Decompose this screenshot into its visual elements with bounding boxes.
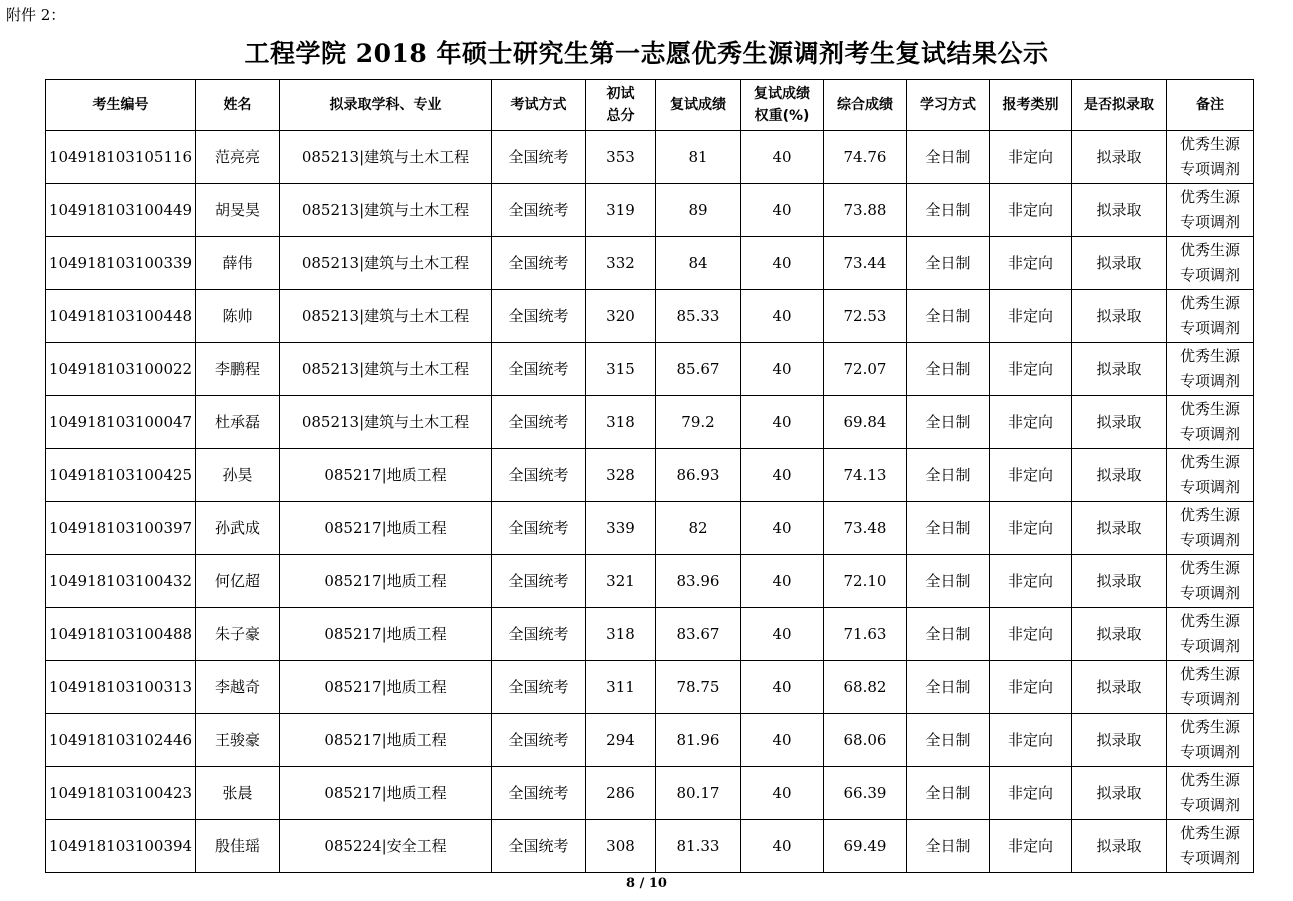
cell-retest-weight: 40 [741, 661, 824, 714]
cell-remark-line1: 优秀生源 [1179, 347, 1240, 365]
cell-major: 085213|建筑与土木工程 [280, 184, 492, 237]
cell-retest-score: 84 [656, 237, 741, 290]
cell-remark-line1: 优秀生源 [1179, 506, 1240, 524]
cell-retest-weight: 40 [741, 714, 824, 767]
cell-initial-total: 315 [586, 343, 656, 396]
cell-apply-type: 非定向 [990, 608, 1072, 661]
header-candidate-id: 考生编号 [46, 80, 196, 131]
cell-major: 085217|地质工程 [280, 767, 492, 820]
header-study-mode: 学习方式 [907, 80, 990, 131]
cell-remark-line2: 专项调剂 [1179, 213, 1240, 231]
cell-candidate-id: 104918103100022 [46, 343, 196, 396]
cell-admit: 拟录取 [1072, 502, 1167, 555]
cell-admit: 拟录取 [1072, 290, 1167, 343]
cell-major: 085217|地质工程 [280, 714, 492, 767]
cell-admit: 拟录取 [1072, 608, 1167, 661]
table-row [46, 502, 1254, 555]
cell-initial-total: 311 [586, 661, 656, 714]
cell-study-mode: 全日制 [907, 184, 990, 237]
cell-candidate-id: 104918103100313 [46, 661, 196, 714]
cell-candidate-id: 104918103100448 [46, 290, 196, 343]
cell-remark-line1: 优秀生源 [1179, 294, 1240, 312]
cell-remark-line2: 专项调剂 [1179, 796, 1240, 814]
cell-remark-line2: 专项调剂 [1179, 425, 1240, 443]
cell-study-mode: 全日制 [907, 290, 990, 343]
table-row [46, 608, 1254, 661]
cell-remark-line2: 专项调剂 [1179, 319, 1240, 337]
cell-composite-score: 72.10 [824, 555, 907, 608]
cell-remark [1167, 396, 1254, 449]
cell-remark-line2: 专项调剂 [1179, 372, 1240, 390]
cell-remark-line1: 优秀生源 [1179, 771, 1240, 789]
cell-initial-total: 319 [586, 184, 656, 237]
cell-exam-type: 全国统考 [492, 237, 586, 290]
cell-retest-score: 81.33 [656, 820, 741, 873]
cell-composite-score: 69.49 [824, 820, 907, 873]
cell-initial-total: 339 [586, 502, 656, 555]
header-name: 姓名 [196, 80, 280, 131]
cell-remark-line1: 优秀生源 [1179, 400, 1240, 418]
cell-remark-line2: 专项调剂 [1179, 160, 1240, 178]
cell-study-mode: 全日制 [907, 555, 990, 608]
results-table [45, 79, 1254, 873]
cell-remark-line2: 专项调剂 [1179, 531, 1240, 549]
cell-apply-type: 非定向 [990, 502, 1072, 555]
cell-apply-type: 非定向 [990, 555, 1072, 608]
cell-retest-score: 85.67 [656, 343, 741, 396]
cell-name: 陈帅 [196, 290, 280, 343]
cell-name: 胡旻昊 [196, 184, 280, 237]
cell-study-mode: 全日制 [907, 714, 990, 767]
cell-remark [1167, 608, 1254, 661]
cell-retest-score: 85.33 [656, 290, 741, 343]
cell-candidate-id: 104918103100394 [46, 820, 196, 873]
cell-study-mode: 全日制 [907, 396, 990, 449]
cell-retest-weight: 40 [741, 290, 824, 343]
cell-admit: 拟录取 [1072, 714, 1167, 767]
header-retest-weight [741, 80, 824, 131]
header-retest-weight-line1: 复试成绩 [754, 86, 810, 102]
header-retest-score: 复试成绩 [656, 80, 741, 131]
cell-initial-total: 332 [586, 237, 656, 290]
cell-study-mode: 全日制 [907, 343, 990, 396]
cell-remark-line1: 优秀生源 [1179, 612, 1240, 630]
cell-composite-score: 66.39 [824, 767, 907, 820]
cell-candidate-id: 104918103102446 [46, 714, 196, 767]
cell-apply-type: 非定向 [990, 290, 1072, 343]
cell-retest-score: 82 [656, 502, 741, 555]
cell-remark-line2: 专项调剂 [1179, 849, 1240, 867]
cell-retest-weight: 40 [741, 820, 824, 873]
cell-apply-type: 非定向 [990, 661, 1072, 714]
cell-retest-weight: 40 [741, 131, 824, 184]
cell-initial-total: 294 [586, 714, 656, 767]
cell-major: 085213|建筑与土木工程 [280, 396, 492, 449]
cell-candidate-id: 104918103100449 [46, 184, 196, 237]
cell-composite-score: 68.82 [824, 661, 907, 714]
cell-name: 殷佳瑶 [196, 820, 280, 873]
header-row [46, 80, 1254, 131]
table-row [46, 131, 1254, 184]
cell-admit: 拟录取 [1072, 396, 1167, 449]
cell-composite-score: 68.06 [824, 714, 907, 767]
cell-admit: 拟录取 [1072, 555, 1167, 608]
cell-exam-type: 全国统考 [492, 449, 586, 502]
cell-name: 薛伟 [196, 237, 280, 290]
cell-retest-weight: 40 [741, 608, 824, 661]
cell-name: 何亿超 [196, 555, 280, 608]
cell-remark-line1: 优秀生源 [1179, 241, 1240, 259]
cell-initial-total: 321 [586, 555, 656, 608]
cell-remark [1167, 502, 1254, 555]
cell-remark-line2: 专项调剂 [1179, 478, 1240, 496]
cell-major: 085213|建筑与土木工程 [280, 343, 492, 396]
table-row [46, 714, 1254, 767]
cell-admit: 拟录取 [1072, 184, 1167, 237]
cell-composite-score: 72.53 [824, 290, 907, 343]
cell-remark-line2: 专项调剂 [1179, 266, 1240, 284]
cell-exam-type: 全国统考 [492, 820, 586, 873]
cell-retest-weight: 40 [741, 396, 824, 449]
cell-study-mode: 全日制 [907, 131, 990, 184]
cell-candidate-id: 104918103100397 [46, 502, 196, 555]
cell-name: 张晨 [196, 767, 280, 820]
cell-initial-total: 320 [586, 290, 656, 343]
cell-remark-line2: 专项调剂 [1179, 690, 1240, 708]
cell-name: 李越奇 [196, 661, 280, 714]
header-remark: 备注 [1167, 80, 1254, 131]
cell-remark [1167, 184, 1254, 237]
table-row [46, 396, 1254, 449]
cell-remark [1167, 343, 1254, 396]
cell-exam-type: 全国统考 [492, 131, 586, 184]
cell-retest-score: 86.93 [656, 449, 741, 502]
cell-remark [1167, 449, 1254, 502]
cell-initial-total: 318 [586, 396, 656, 449]
cell-retest-score: 83.67 [656, 608, 741, 661]
cell-retest-weight: 40 [741, 502, 824, 555]
cell-retest-score: 81 [656, 131, 741, 184]
cell-study-mode: 全日制 [907, 608, 990, 661]
cell-name: 范亮亮 [196, 131, 280, 184]
cell-remark-line1: 优秀生源 [1179, 188, 1240, 206]
cell-candidate-id: 104918103105116 [46, 131, 196, 184]
cell-admit: 拟录取 [1072, 343, 1167, 396]
cell-remark-line1: 优秀生源 [1179, 665, 1240, 683]
cell-major: 085217|地质工程 [280, 502, 492, 555]
cell-study-mode: 全日制 [907, 767, 990, 820]
page-title: 工程学院 2018 年硕士研究生第一志愿优秀生源调剂考生复试结果公示 [244, 39, 1049, 68]
cell-composite-score: 74.13 [824, 449, 907, 502]
cell-initial-total: 308 [586, 820, 656, 873]
cell-remark [1167, 290, 1254, 343]
cell-apply-type: 非定向 [990, 767, 1072, 820]
cell-composite-score: 73.48 [824, 502, 907, 555]
table-row [46, 449, 1254, 502]
header-initial-total [586, 80, 656, 131]
cell-remark-line1: 优秀生源 [1179, 135, 1240, 153]
cell-remark-line1: 优秀生源 [1179, 453, 1240, 471]
cell-composite-score: 73.44 [824, 237, 907, 290]
cell-admit: 拟录取 [1072, 767, 1167, 820]
table-row [46, 237, 1254, 290]
cell-apply-type: 非定向 [990, 714, 1072, 767]
cell-retest-weight: 40 [741, 343, 824, 396]
cell-apply-type: 非定向 [990, 396, 1072, 449]
table-row [46, 343, 1254, 396]
cell-name: 王骏豪 [196, 714, 280, 767]
cell-initial-total: 353 [586, 131, 656, 184]
cell-composite-score: 74.76 [824, 131, 907, 184]
cell-apply-type: 非定向 [990, 237, 1072, 290]
cell-remark-line2: 专项调剂 [1179, 637, 1240, 655]
cell-major: 085217|地质工程 [280, 661, 492, 714]
cell-major: 085213|建筑与土木工程 [280, 131, 492, 184]
cell-initial-total: 318 [586, 608, 656, 661]
cell-admit: 拟录取 [1072, 131, 1167, 184]
cell-composite-score: 69.84 [824, 396, 907, 449]
header-exam-type: 考试方式 [492, 80, 586, 131]
cell-admit: 拟录取 [1072, 449, 1167, 502]
cell-study-mode: 全日制 [907, 502, 990, 555]
cell-remark-line1: 优秀生源 [1179, 824, 1240, 842]
cell-remark-line1: 优秀生源 [1179, 718, 1240, 736]
cell-remark [1167, 820, 1254, 873]
cell-exam-type: 全国统考 [492, 767, 586, 820]
cell-admit: 拟录取 [1072, 237, 1167, 290]
cell-major: 085213|建筑与土木工程 [280, 237, 492, 290]
cell-exam-type: 全国统考 [492, 290, 586, 343]
cell-name: 朱子豪 [196, 608, 280, 661]
cell-remark [1167, 131, 1254, 184]
cell-study-mode: 全日制 [907, 820, 990, 873]
cell-exam-type: 全国统考 [492, 396, 586, 449]
cell-exam-type: 全国统考 [492, 608, 586, 661]
cell-admit: 拟录取 [1072, 820, 1167, 873]
attachment-label: 附件 2： [6, 6, 66, 24]
cell-exam-type: 全国统考 [492, 555, 586, 608]
header-composite-score: 综合成绩 [824, 80, 907, 131]
header-initial-total-line2: 总分 [606, 108, 635, 124]
cell-retest-score: 79.2 [656, 396, 741, 449]
cell-apply-type: 非定向 [990, 820, 1072, 873]
table-row [46, 555, 1254, 608]
cell-remark [1167, 237, 1254, 290]
cell-retest-weight: 40 [741, 449, 824, 502]
table-row [46, 184, 1254, 237]
cell-initial-total: 286 [586, 767, 656, 820]
cell-retest-weight: 40 [741, 555, 824, 608]
cell-initial-total: 328 [586, 449, 656, 502]
cell-study-mode: 全日制 [907, 661, 990, 714]
cell-name: 孙武成 [196, 502, 280, 555]
cell-candidate-id: 104918103100047 [46, 396, 196, 449]
cell-name: 孙昊 [196, 449, 280, 502]
header-initial-total-line1: 初试 [606, 86, 635, 102]
cell-retest-weight: 40 [741, 237, 824, 290]
cell-retest-score: 80.17 [656, 767, 741, 820]
cell-composite-score: 71.63 [824, 608, 907, 661]
cell-composite-score: 72.07 [824, 343, 907, 396]
cell-remark-line2: 专项调剂 [1179, 743, 1240, 761]
cell-remark [1167, 714, 1254, 767]
cell-apply-type: 非定向 [990, 131, 1072, 184]
cell-candidate-id: 104918103100432 [46, 555, 196, 608]
cell-major: 085217|地质工程 [280, 449, 492, 502]
cell-remark-line1: 优秀生源 [1179, 559, 1240, 577]
cell-retest-score: 89 [656, 184, 741, 237]
page-indicator: 8 / 10 [626, 876, 667, 891]
table-row [46, 767, 1254, 820]
cell-study-mode: 全日制 [907, 237, 990, 290]
cell-remark [1167, 555, 1254, 608]
cell-remark-line2: 专项调剂 [1179, 584, 1240, 602]
cell-admit: 拟录取 [1072, 661, 1167, 714]
cell-name: 李鹏程 [196, 343, 280, 396]
cell-candidate-id: 104918103100488 [46, 608, 196, 661]
cell-candidate-id: 104918103100339 [46, 237, 196, 290]
cell-remark [1167, 767, 1254, 820]
cell-apply-type: 非定向 [990, 184, 1072, 237]
cell-exam-type: 全国统考 [492, 502, 586, 555]
cell-retest-score: 78.75 [656, 661, 741, 714]
cell-major: 085224|安全工程 [280, 820, 492, 873]
cell-retest-weight: 40 [741, 767, 824, 820]
cell-exam-type: 全国统考 [492, 184, 586, 237]
cell-retest-score: 83.96 [656, 555, 741, 608]
header-apply-type: 报考类别 [990, 80, 1072, 131]
cell-exam-type: 全国统考 [492, 661, 586, 714]
cell-candidate-id: 104918103100423 [46, 767, 196, 820]
cell-remark [1167, 661, 1254, 714]
cell-apply-type: 非定向 [990, 343, 1072, 396]
header-major: 拟录取学科、专业 [280, 80, 492, 131]
cell-major: 085217|地质工程 [280, 608, 492, 661]
cell-name: 杜承磊 [196, 396, 280, 449]
cell-retest-weight: 40 [741, 184, 824, 237]
cell-composite-score: 73.88 [824, 184, 907, 237]
header-retest-weight-line2: 权重(%) [754, 108, 810, 124]
cell-exam-type: 全国统考 [492, 714, 586, 767]
cell-apply-type: 非定向 [990, 449, 1072, 502]
cell-candidate-id: 104918103100425 [46, 449, 196, 502]
cell-exam-type: 全国统考 [492, 343, 586, 396]
table-row [46, 661, 1254, 714]
cell-retest-score: 81.96 [656, 714, 741, 767]
header-admit: 是否拟录取 [1072, 80, 1167, 131]
cell-major: 085217|地质工程 [280, 555, 492, 608]
table-row [46, 820, 1254, 873]
table-row [46, 290, 1254, 343]
cell-study-mode: 全日制 [907, 449, 990, 502]
cell-major: 085213|建筑与土木工程 [280, 290, 492, 343]
